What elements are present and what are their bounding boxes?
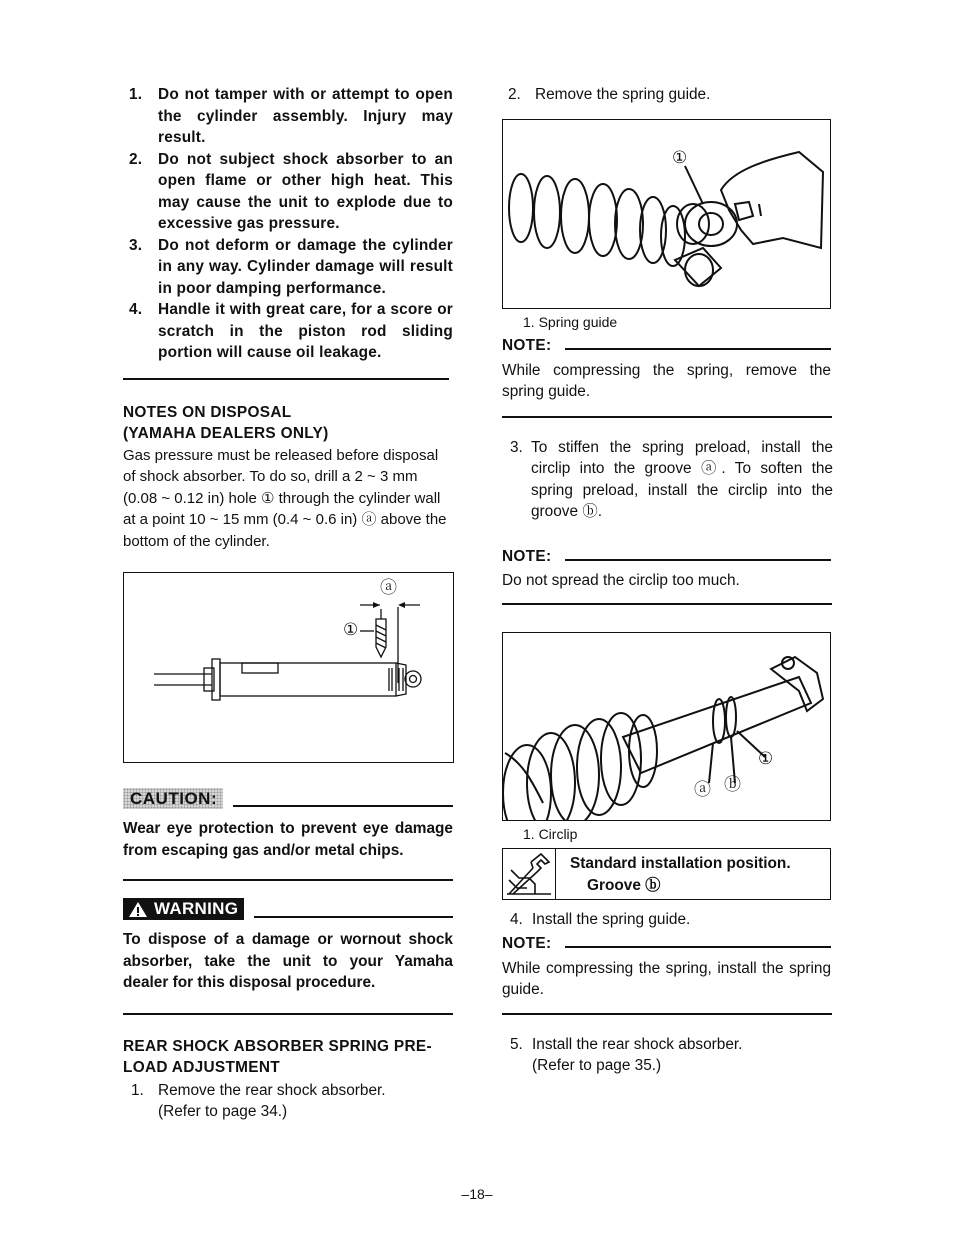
divider: [123, 879, 453, 881]
warning-label: WARNING: [154, 899, 239, 918]
wrench-caliper-icon: [505, 850, 553, 898]
list-item: 4. Handle it with great care, for a score or scratch in the piston rod sliding portion will cause oil leakage.: [129, 301, 453, 361]
note-text: While compressing the spring, remove the spring guide.: [502, 361, 831, 400]
warning-list: [123, 84, 453, 364]
disposal-text: Gas pressure must be released before disposal of shock absorber. To do so, drill a 2 ~ 3 mm (0.08 ~ 0.12 in) hole ① through the cylinder wall at a point 10 ~ 15 mm (0.4 ~ 0.6 in) ⓐ above the bottom of the cylinder.: [123, 446, 447, 550]
warning-text: To dispose of a damage or wornout shock absorber, take the unit to your Yamaha dealer for this disposal procedure.: [123, 931, 453, 991]
spring-guide-photo: [502, 119, 831, 309]
divider: [502, 1013, 832, 1015]
cylinder-drawing: [124, 573, 453, 762]
step-5: 5. Install the rear shock absorber. (Refer to page 35.): [510, 1035, 743, 1074]
note-label: NOTE:: [502, 336, 552, 354]
divider: [502, 603, 832, 605]
figure-caption: 1. Circlip: [523, 826, 578, 842]
list-item: 2. Do not subject shock absorber to an open flame or other high heat. This may cause the unit to explode due to excessive gas pressure.: [129, 150, 453, 232]
step-2: 2. Remove the spring guide.: [508, 86, 711, 103]
note-header: [502, 337, 831, 355]
spring-guide-illustration: [503, 120, 830, 308]
list-item: 3. Do not deform or damage the cylinder in any way. Cylinder damage will result in poor damping performance.: [129, 236, 453, 297]
note-rule: [565, 559, 831, 561]
divider: [123, 1013, 453, 1015]
note-rule: [565, 348, 831, 350]
circlip-photo: [502, 632, 831, 821]
figure-callout-b: ⓑ: [724, 775, 741, 794]
page-number: –18–: [461, 1186, 493, 1202]
standard-position-box: [502, 848, 831, 900]
figure-callout-a: ⓐ: [380, 578, 397, 597]
figure-callout-1: ①: [758, 749, 774, 768]
figure-caption: 1. Spring guide: [523, 313, 618, 330]
note-header: [502, 548, 831, 566]
spring-preload-heading: REAR SHOCK ABSORBER SPRING PRE- LOAD ADJUSTMENT: [123, 1037, 432, 1076]
caution-rule: [233, 805, 453, 807]
note-label: NOTE:: [502, 934, 552, 952]
wrench-caliper-icon-container: [503, 849, 556, 899]
right-column: [502, 84, 832, 1077]
divider: [123, 378, 449, 380]
figure-callout-1: ①: [343, 620, 359, 639]
standard-position-text: Standard installation position. Groove ⓑ: [570, 855, 791, 894]
caution-label: CAUTION:: [123, 788, 223, 809]
divider: [502, 416, 832, 418]
warning-badge: [123, 898, 244, 920]
caution-header: [123, 788, 453, 809]
warning-rule: [254, 916, 453, 918]
circlip-illustration: [503, 633, 830, 820]
list-item: 1. Do not tamper with or attempt to open the cylinder assembly. Injury may result.: [129, 86, 453, 146]
step-1: 1. Remove the rear shock absorber. (Refer to page 34.): [131, 1081, 386, 1120]
note-text: Do not spread the circlip too much.: [502, 571, 740, 589]
step-3: 3. To stiffen the spring preload, install the circlip into the groove ⓐ. To soften the spring preload, install the circlip into the groove ⓑ.: [510, 438, 833, 520]
left-column: [123, 84, 453, 1123]
note-header: [502, 935, 831, 953]
figure-callout-a: ⓐ: [694, 780, 711, 799]
step-4: 4. Install the spring guide.: [510, 911, 691, 928]
cylinder-drill-figure: [123, 572, 454, 763]
figure-callout-1: ①: [672, 147, 688, 167]
note-text: While compressing the spring, install the spring guide.: [502, 959, 831, 998]
note-rule: [565, 946, 831, 948]
warning-triangle-icon: [128, 901, 148, 918]
warning-header: [123, 898, 453, 920]
note-label: NOTE:: [502, 547, 552, 565]
caution-text: Wear eye protection to prevent eye damage from escaping gas and/or metal chips.: [123, 820, 453, 859]
disposal-heading: NOTES ON DISPOSAL (YAMAHA DEALERS ONLY): [123, 403, 329, 442]
